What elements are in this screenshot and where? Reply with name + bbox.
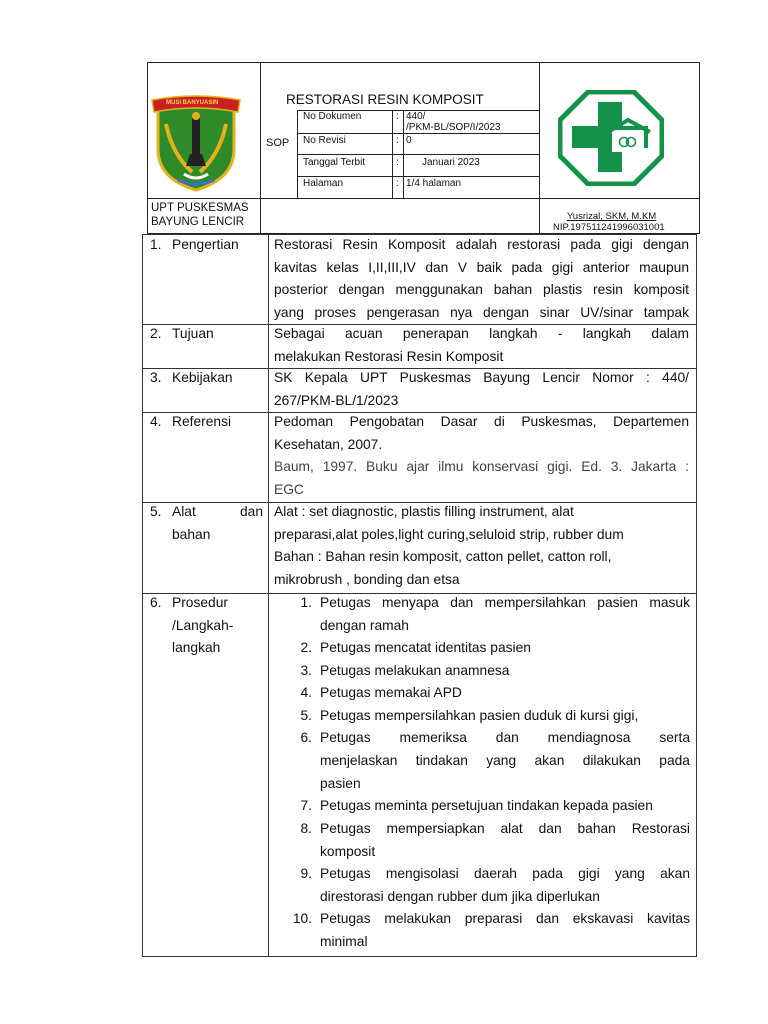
step-line: Petugas mempersilahkan pasien duduk di kursi gigi, (320, 707, 639, 723)
step-number: 10. (292, 910, 312, 926)
step-line: Petugas meminta persetujuan tindakan kepada pasien (320, 798, 653, 814)
header-divider-right (539, 62, 540, 234)
meta-value-no-dokumen-1: 440/ (406, 111, 426, 122)
step-line: Petugas mencatat identitas pasien (320, 640, 531, 655)
meta-value-no-revisi: 0 (406, 135, 412, 146)
row-content-tujuan (274, 323, 689, 368)
label-line: langkah (172, 640, 221, 656)
meta-label-halaman: Halaman (303, 178, 344, 189)
puskesmas-logo (558, 90, 664, 186)
content-line: Alat : set diagnostic, plastis filling instrument, alat (274, 504, 574, 519)
meta-label-no-revisi: No Revisi (303, 135, 346, 146)
procedure-step (288, 818, 690, 863)
step-line: minimal (320, 933, 368, 949)
signer-nip: NIP.197511241996031001 (553, 222, 665, 233)
content-line: Kesehatan, 2007. (274, 436, 383, 452)
row-content-referensi (274, 411, 689, 501)
content-line: Baum, 1997. Buku ajar ilmu konservasi gigi. Ed. 3. Jakarta : (274, 459, 689, 475)
row-number: 4. (150, 414, 162, 429)
content-line: 267/PKM-BL/1/2023 (274, 392, 399, 408)
procedure-step (288, 705, 690, 728)
table-column-divider (268, 234, 269, 957)
step-line: Petugas melakukan preparasi dan ekskavasi kavitas (320, 910, 690, 926)
org-name-line2: BAYUNG LENCIR (151, 216, 245, 228)
meta-line-2 (297, 154, 539, 155)
procedure-step (288, 660, 690, 683)
procedure-steps (288, 592, 690, 953)
row-content-alat-bahan (274, 501, 689, 591)
step-line: direstorasi dengan rubber dum jika diperlukan (320, 888, 600, 904)
procedure-step (288, 637, 690, 660)
content-line: Bahan : Bahan resin komposit, catton pellet, catton roll, (274, 549, 612, 565)
row-label-tujuan: Tujuan (172, 326, 214, 341)
meta-line-1 (297, 133, 539, 134)
step-line: Petugas memakai APD (320, 685, 462, 701)
row-label-kebijakan: Kebijakan (172, 370, 233, 385)
content-line: kavitas kelas I,II,III,IV dan V baik pada gigi anterior maupun (274, 259, 689, 275)
procedure-step (288, 863, 690, 908)
sop-label: SOP (266, 137, 290, 149)
meta-colon: : (396, 111, 399, 122)
step-line: Petugas melakukan anamnesa (320, 662, 510, 678)
procedure-step (288, 682, 690, 705)
document-title: RESTORASI RESIN KOMPOSIT (286, 92, 484, 107)
content-line: posterior dengan menggunakan bahan plastis resin komposit (274, 282, 689, 298)
meta-label-tanggal-terbit: Tanggal Terbit (303, 157, 366, 168)
content-line: preparasi,alat poles,light curing,seluloid strip, rubber dum (274, 526, 624, 542)
step-number: 8. (300, 820, 312, 836)
step-number: 4. (300, 685, 312, 701)
procedure-step (288, 592, 690, 637)
row-label-pengertian: Pengertian (172, 237, 239, 252)
row-content-kebijakan (274, 367, 689, 412)
row-label-bahan: bahan (172, 527, 211, 542)
step-number: 2. (300, 640, 312, 655)
content-line: mikrobrush , bonding dan etsa (274, 571, 460, 587)
content-line: SK Kepala UPT Puskesmas Bayung Lencir Nomor : 440/ (274, 370, 689, 385)
row-label-alat: Alat (172, 504, 196, 519)
step-number: 7. (300, 798, 312, 814)
meta-colon: : (396, 157, 399, 168)
meta-label-no-dokumen: No Dokumen (303, 111, 362, 122)
row-content-pengertian (274, 234, 689, 324)
step-line: Petugas memeriksa dan mendiagnosa serta (320, 730, 690, 746)
content-line: Sebagai acuan penerapan langkah - langkah dalam (274, 326, 689, 341)
row-number: 3. (150, 370, 162, 385)
meta-colon: : (396, 135, 399, 146)
step-line: Petugas mempersiapkan alat dan bahan Restorasi (320, 820, 690, 836)
row-label-referensi: Referensi (172, 414, 232, 429)
meta-colon: : (396, 178, 399, 189)
meta-value-tanggal-terbit: Januari 2023 (422, 157, 480, 168)
row-number: 1. (150, 237, 162, 252)
content-line: melakukan Restorasi Resin Komposit (274, 348, 504, 364)
content-line: Restorasi Resin Komposit adalah restorasi pada gigi dengan (274, 237, 689, 252)
row-number: 2. (150, 326, 162, 341)
step-number: 3. (300, 662, 312, 678)
step-number: 9. (300, 865, 312, 881)
meta-value-halaman: 1/4 halaman (406, 178, 462, 189)
district-emblem-text: MUSI BANYUASIN (166, 100, 219, 106)
signer-name: Yusrizal, SKM, M.KM (567, 211, 657, 222)
step-number: 5. (300, 707, 312, 723)
step-line: komposit (320, 843, 376, 859)
org-name-line1: UPT PUSKESMAS (151, 202, 249, 214)
step-line: menjelaskan tindakan yang akan dilakukan pada (320, 752, 690, 768)
header-divider-logo (260, 62, 261, 234)
row-label-prosedur (172, 592, 233, 660)
step-line: Petugas mengisolasi daerah pada gigi yang akan (320, 865, 690, 881)
row-label-dan: dan (240, 504, 264, 519)
content-line: yang proses pengerasan nya dengan sinar UV/sinar tampak (274, 304, 689, 320)
procedure-step (288, 727, 690, 795)
header-line-bottom (147, 198, 700, 199)
step-line: dengan ramah (320, 617, 409, 633)
content-line: Pedoman Pengobatan Dasar di Puskesmas, Departemen (274, 414, 689, 429)
district-emblem-logo (148, 94, 244, 192)
step-number: 6. (300, 730, 312, 746)
step-number: 1. (300, 595, 312, 610)
label-line: Prosedur (172, 595, 228, 610)
procedure-step (288, 795, 690, 818)
row-number: 6. (150, 595, 162, 610)
meta-value-no-dokumen-2: /PKM-BL/SOP/I/2023 (406, 122, 501, 133)
content-line: EGC (274, 481, 304, 497)
row-number: 5. (150, 504, 162, 519)
procedure-step (288, 908, 690, 953)
label-line: /Langkah- (172, 617, 234, 633)
meta-line-3 (297, 176, 539, 177)
step-line: Petugas menyapa dan mempersilahkan pasien masuk (320, 595, 690, 610)
step-line: pasien (320, 775, 361, 791)
